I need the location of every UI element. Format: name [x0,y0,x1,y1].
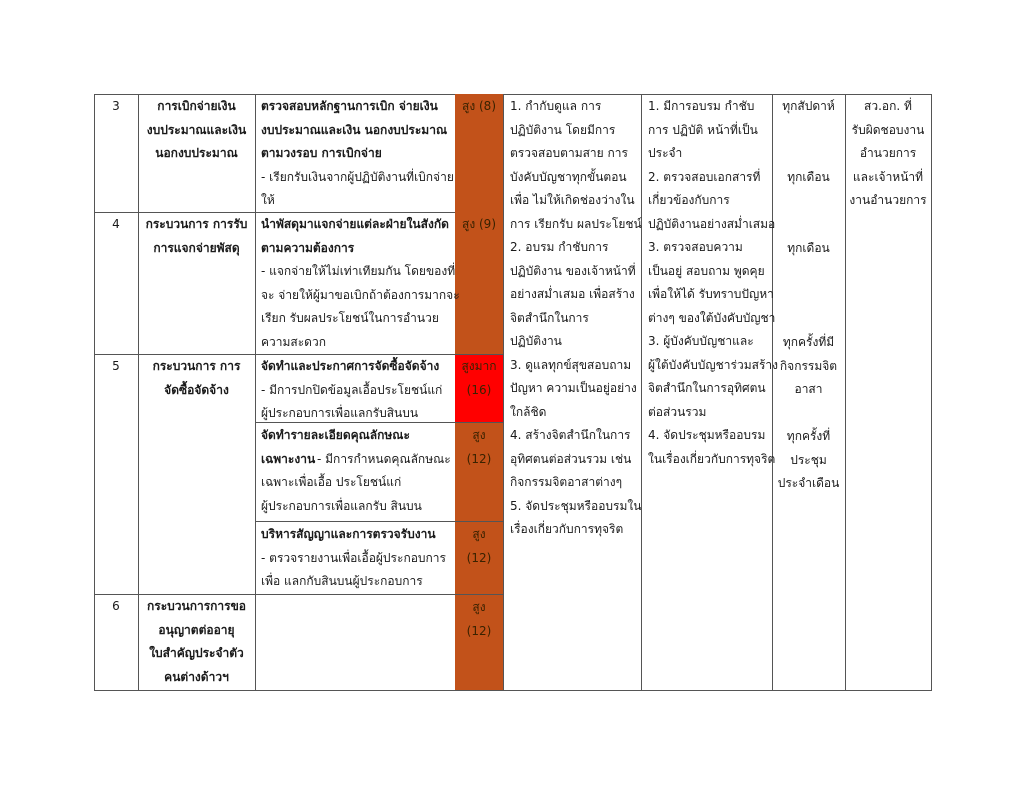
control-measure-line: ปฏิบัติงาน [510,334,562,348]
control-measure-line: เรื่องเกี่ยวกับการทุจริต [510,522,624,536]
column-line-4 [503,94,504,691]
grid-top [94,94,932,95]
prevention-measure-line: ในเรื่องเกี่ยวกับการทุจริต [648,451,776,466]
control-measure-line: บังคับบัญชาทุกขั้นตอน [510,169,627,184]
prevention-measure-line: จิตสำนึกในการอุทิศตน [648,381,766,395]
frequency-line: ประจำเดือน [777,476,840,490]
risk-level-label: (16) [466,382,492,397]
prevention-measure-line: เป็นอยู่ สอบถาม พูดคุย [648,263,765,278]
control-measure-line: กิจกรรมจิตอาสาต่างๆ [510,475,623,489]
row-number: 3 [112,99,120,113]
risk-title-line: งบประมาณและเงิน นอกงบประมาณ [261,122,448,137]
prevention-measure-line: เพื่อให้ได้ รับทราบปัญหา [648,287,774,301]
risk-level-label: (12) [466,550,492,565]
control-measure-line: 1. กำกับดูแล การ [510,99,602,113]
process-name-line: ใบสำคัญประจำตัว [149,646,244,660]
risk-detail-line: - แจกจ่ายให้ไม่เท่าเทียมกัน โดยของที่ [261,264,456,278]
frequency-line: กิจกรรมจิต [779,359,838,373]
risk-level-label: สูง [472,527,486,541]
risk-level-label: สูง (8) [462,99,496,113]
risk-detail-line: เฉพาะเพื่อเอื้อ ประโยชน์แก่ [261,475,402,489]
control-measure-line: 5. จัดประชุมหรืออบรมใน [510,498,642,513]
control-measure-line: ปฏิบัติงาน ของเจ้าหน้าที่ [510,263,636,278]
process-name-line: กระบวนการการขอ [146,599,247,613]
prevention-measure-line: ประจำ [648,146,683,160]
prevention-measure-line: 1. มีการอบรม กำชับ [648,99,755,113]
responsible-line: รับผิดชอบงาน [851,122,925,137]
risk-detail-line: - มีการปกปิดข้อมูลเอื้อประโยชน์แก่ [261,382,443,397]
risk-title-line: นำพัสดุมาแจกจ่ายแต่ละฝ่ายในสังกัด [261,217,449,231]
prevention-measure-line: 3. ผู้บังคับบัญชาและ [648,334,754,348]
row-separator-1 [94,212,503,213]
prevention-measure-line: 4. จัดประชุมหรืออบรม [648,428,766,442]
risk-level-label: (12) [466,623,492,638]
prevention-measure-line: ต่างๆ ของใต้บังคับบัญชา [648,310,776,325]
prevention-measure-line: 3. ตรวจสอบความ [648,240,743,254]
control-measure-line: ปัญหา ความเป็นอยู่อย่าง [510,381,637,395]
risk-title-line: ตามความต้องการ [261,240,355,255]
risk-detail-line: - เรียกรับเงินจากผู้ปฏิบัติงานที่เบิกจ่าย [261,169,454,184]
row-separator-2 [94,354,503,355]
process-name-line: งบประมาณและเงิน [146,122,247,137]
risk-detail-line: ให้ [261,193,275,207]
risk-level-label: (12) [466,451,492,466]
risk-title-line: ตรวจสอบหลักฐานการเบิก จ่ายเงิน [261,99,438,113]
risk-detail-line: เรียก รับผลประโยชน์ในการอำนวย [261,311,439,325]
control-measure-line: ปฏิบัติงาน โดยมีการ [510,122,616,137]
control-measure-line: อย่างสม่ำเสมอ เพื่อสร้าง [510,287,635,301]
row-separator-3 [94,594,503,595]
control-measure-line: ใกล้ชิด [510,404,547,419]
prevention-measure-line: เกี่ยวข้องกับการ [648,193,730,207]
process-name-line: อนุญาตต่ออายุ [158,622,235,637]
control-measure-line: 2. อบรม กำชับการ [510,240,609,254]
risk-title-line: เฉพาะงาน [261,451,316,466]
responsible-line: งานอำนวยการ [849,193,927,207]
column-line-5 [641,94,642,691]
frequency-line: ทุกครั้งที่มี [782,335,835,349]
row-number: 5 [112,359,120,373]
responsible-line: อำนวยการ [859,146,917,160]
process-name-line: กระบวนการ การ [152,359,241,373]
risk-detail-line: ผู้ประกอบการเพื่อแลกรับสินบน [261,406,419,420]
frequency-line: ทุกเดือน [787,170,830,184]
column-line-8 [931,94,932,691]
responsible-line: สว.อก. ที่ [864,99,912,113]
control-measure-line: จิตสำนึกในการ [510,310,589,325]
row-number: 6 [112,599,120,613]
prevention-measure-line: ผู้ใต้บังคับบัญชาร่วมสร้าง [648,357,778,372]
row-number: 4 [112,217,120,231]
grid-bottom [94,690,932,691]
control-measure-line: เพื่อ ไม่ให้เกิดช่องว่างใน [510,193,635,207]
prevention-measure-line: ปฏิบัติงานอย่างสม่ำเสมอ [648,216,776,231]
responsible-line: และเจ้าหน้าที่ [852,169,924,184]
control-measure-line: 3. ดูแลทุกข์สุขสอบถาม [510,357,632,372]
risk-detail-line: เพื่อ แลกกับสินบนผู้ประกอบการ [261,574,423,588]
frequency-line: อาสา [794,382,823,396]
risk-level-label: สูงมาก [461,359,497,373]
risk-title-line: จัดทำรายละเอียดคุณลักษณะ [261,428,410,442]
process-name-line: คนต่างด้าวฯ [164,669,229,684]
risk-level-label: สูง (9) [462,217,496,231]
column-line-2 [255,94,256,691]
process-name-line: นอกงบประมาณ [155,146,238,160]
prevention-measure-line: 2. ตรวจสอบเอกสารที่ [648,169,761,184]
process-name-line: การเบิกจ่ายเงิน [157,99,236,113]
risk-detail-line: ความสะดวก [261,334,326,349]
prevention-measure-line: ต่อส่วนรวม [648,404,707,419]
control-measure-line: อุทิศตนต่อส่วนรวม เช่น [510,451,632,466]
process-name-line: จัดซื้อจัดจ้าง [164,382,229,397]
prevention-measure-line: การ ปฏิบัติ หน้าที่เป็น [648,122,758,137]
risk-title-line: จัดทำและประกาศการจัดซื้อจัดจ้าง [261,359,440,373]
control-measure-line: การ เรียกรับ ผลประโยชน์ [510,216,642,231]
risk-title-line: บริหารสัญญาและการตรวจรับงาน [261,527,436,541]
risk-detail-line: จะ จ่ายให้ผู้มาขอเบิกถ้าต้องการมากจะ [261,287,460,302]
risk-level-label: สูง [472,600,486,614]
control-measure-line: ตรวจสอบตามสาย การ [510,146,628,160]
risk-level-label: สูง [472,428,486,442]
risk-detail-line: ผู้ประกอบการเพื่อแลกรับ สินบน [261,498,422,513]
frequency-line: ทุกครั้งที่ [786,429,831,443]
risk-detail-line: - ตรวจรายงานเพื่อเอื้อผู้ประกอบการ [261,550,446,565]
risk-title-line: ตามวงรอบ การเบิกจ่าย [261,146,382,160]
process-name-line: กระบวนการ การรับ [145,217,248,231]
control-measure-line: 4. สร้างจิตสำนึกในการ [510,428,631,442]
risk-detail-line: - มีการกำหนดคุณลักษณะ [317,451,451,466]
frequency-line: ทุกสัปดาห์ [782,99,835,113]
process-name-line: การแจกจ่ายพัสดุ [153,240,240,255]
frequency-line: ทุกเดือน [787,241,830,255]
frequency-line: ประชุม [790,453,827,467]
